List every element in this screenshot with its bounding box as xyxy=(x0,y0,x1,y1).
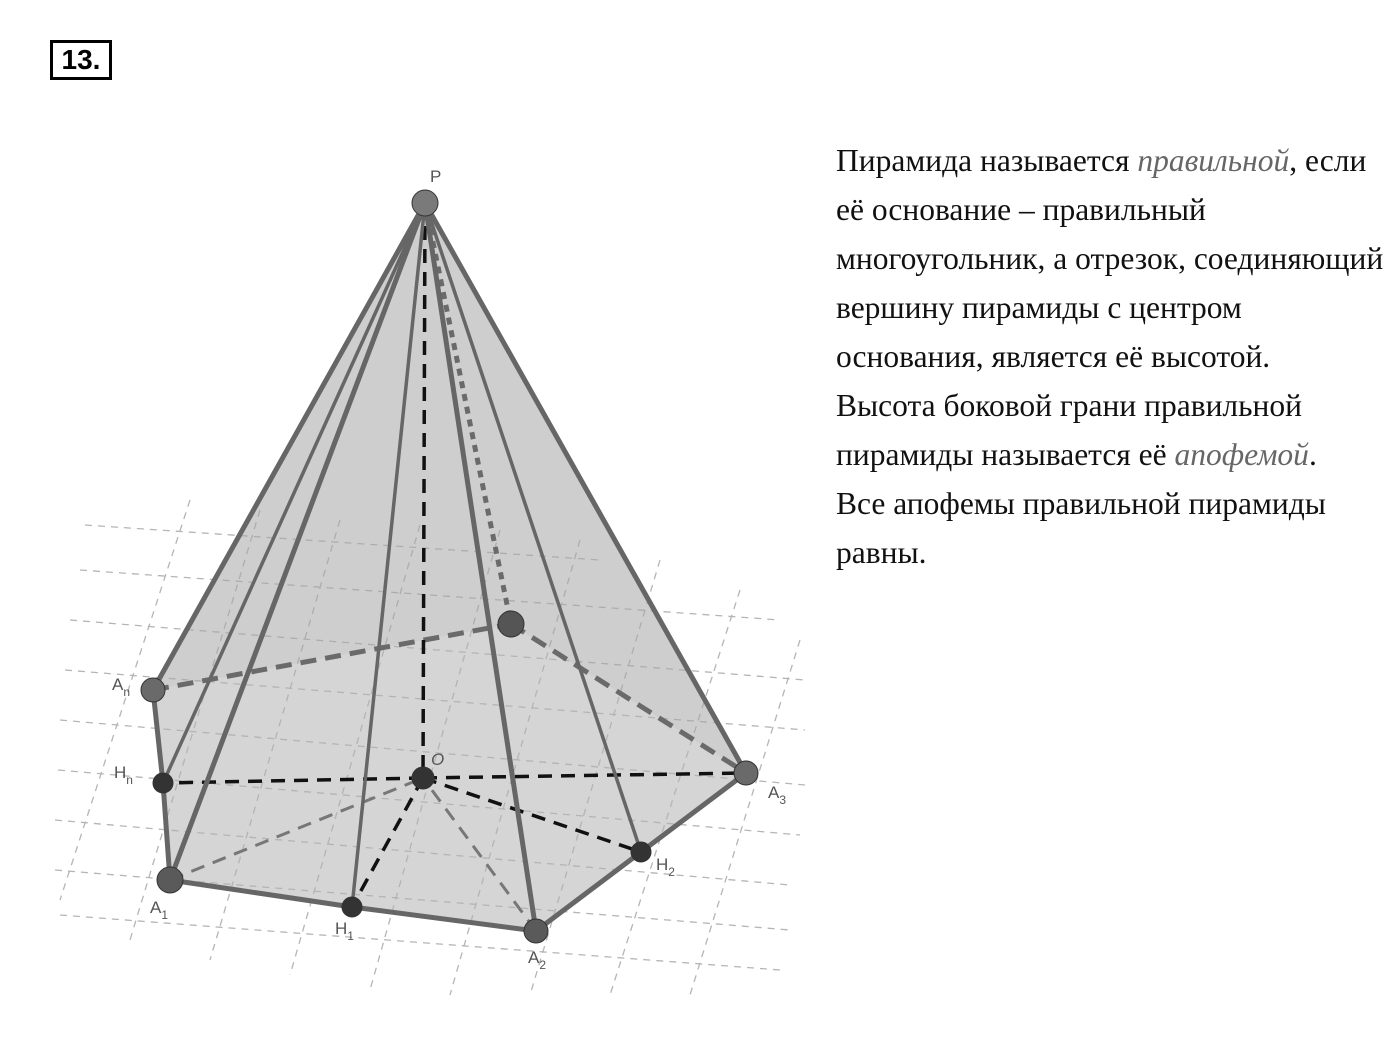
point-h1 xyxy=(342,897,362,917)
point-a1 xyxy=(157,867,183,893)
label-p: P xyxy=(430,167,442,186)
definition-text xyxy=(836,136,1396,577)
slide-number: 13. xyxy=(50,40,112,80)
point-an xyxy=(141,678,165,702)
term-regular: правильной xyxy=(1137,143,1290,178)
label-a2: $A_2$ xyxy=(528,948,547,972)
definition-apothem xyxy=(836,381,1396,479)
definition-text-part: Высота боковой грани правильной пирамиды называется её xyxy=(836,388,1302,472)
definition-regular-pyramid xyxy=(836,136,1396,381)
label-a1: $A_1$ xyxy=(150,898,169,922)
definition-text-part: . xyxy=(1308,437,1317,472)
label-a3: $A_3$ xyxy=(768,783,787,807)
definition-text-part: Пирамида называется xyxy=(836,143,1138,178)
point-a3 xyxy=(734,761,758,785)
label-h2: $H_2$ xyxy=(656,855,675,879)
label-an: $A_n$ xyxy=(112,675,131,699)
point-o xyxy=(412,767,434,789)
definition-text-part: , если её основание – правильный многоугольник, а отрезок, соединяющий вершину пирамиды с центром основания, является её высотой. xyxy=(836,143,1384,374)
label-o: O xyxy=(431,750,445,769)
point-p xyxy=(412,190,438,216)
point-h2 xyxy=(631,842,651,862)
point-hn xyxy=(153,773,173,793)
point-hidden xyxy=(498,611,524,637)
apothems-equal-statement: Все апофемы правильной пирамиды равны. xyxy=(836,486,1326,570)
label-hn: $H_n$ xyxy=(114,763,133,787)
label-h1: $H_1$ xyxy=(335,919,354,943)
term-apothem: апофемой xyxy=(1174,437,1309,472)
point-a2 xyxy=(524,919,548,943)
